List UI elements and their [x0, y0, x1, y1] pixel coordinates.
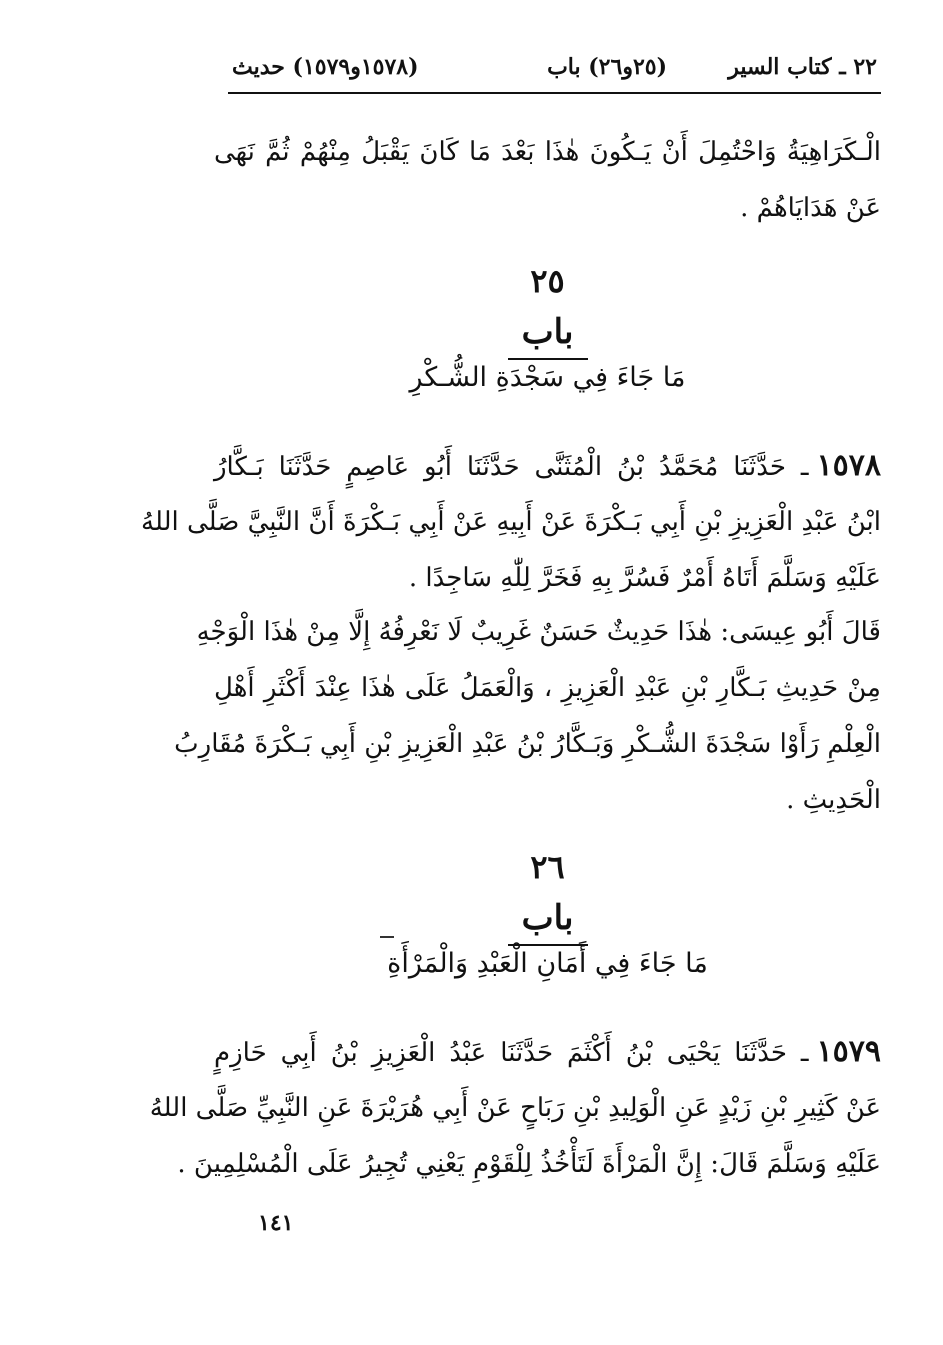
header-hadith-range: (١٥٧٨و١٥٧٩) حديث — [232, 54, 419, 80]
hadith-number: ١٥٧٨ — [816, 448, 881, 483]
hadith-text-line: عَنْ كَثِيرِ بْنِ زَيْدٍ عَنِ الْوَلِيدِ بْنِ رَبَاحٍ عَنْ أَبِي هُرَيْرَةَ عَنِ النَّبِيِّ صَلَّى اللهُ — [149, 1093, 881, 1123]
continued-text — [214, 124, 881, 236]
commentary-line: الْحَدِيثِ . — [786, 785, 881, 815]
chapter-title: مَا جَاءَ فِي سَجْدَةِ الشُّـكْرِ — [409, 362, 686, 393]
text-line: الْـكَرَاهِيَةُ وَاحْتُمِلَ أَنْ يَـكُونَ هٰذَا بَعْدَ مَا كَانَ يَقْبَلُ مِنْهُمْ ثُمَّ نَهَى — [214, 137, 881, 167]
bab-heading: باب — [521, 312, 574, 352]
header-chapter-range: (٢٥و٢٦) باب — [547, 54, 667, 80]
hadith-number: ١٥٧٩ — [816, 1034, 881, 1069]
chapter-number: ٢٥ — [530, 262, 565, 300]
commentary-line: الْعِلْمِ رَأَوْا سَجْدَةَ الشُّـكْرِ وَبَـكَّارُ بْنُ عَبْدِ الْعَزِيزِ بْنِ أَبِي بَـكْرَةَ مُقَارِبُ — [174, 729, 881, 759]
page-number: ١٤١ — [258, 1210, 294, 1236]
hadith-1579 — [149, 1024, 881, 1192]
hadith-text-line: ـ حَدَّثَنَا مُحَمَّدُ بْنُ الْمُثَنَّى حَدَّثَنَا أَبُو عَاصِمٍ حَدَّثَنَا بَـكَّارُ — [214, 452, 809, 482]
header-book-title: ٢٢ ـ كتاب السير — [728, 54, 877, 80]
hadith-text-line: ـ حَدَّثَنَا يَحْيَى بْنُ أَكْثَمَ حَدَّثَنَا عَبْدُ الْعَزِيزِ بْنُ أَبِي حَازِمٍ — [214, 1038, 809, 1068]
commentary-line: مِنْ حَدِيثِ بَـكَّارِ بْنِ عَبْدِ الْعَزِيزِ ، وَالْعَمَلُ عَلَى هٰذَا عِنْدَ أَكْثَرِ أَهْلِ — [214, 673, 881, 703]
running-header — [228, 50, 881, 94]
commentary-1578 — [174, 604, 881, 828]
bab-underline — [508, 358, 588, 360]
chapter-number: ٢٦ — [530, 848, 565, 886]
hadith-text-line: ابْنُ عَبْدِ الْعَزِيزِ بْنِ أَبِي بَـكْرَةَ عَنْ أَبِيهِ عَنْ أَبِي بَـكْرَةَ أَنَّ النَّبِيَّ صَلَّى اللهُ — [141, 507, 881, 537]
bab-underline — [508, 944, 588, 946]
hadith-text-line: عَلَيْهِ وَسَلَّمَ أَتَاهُ أَمْرٌ فَسُرَّ بِهِ فَخَرَّ لِلّٰهِ سَاجِدًا . — [408, 563, 881, 593]
bab-heading: باب — [521, 898, 574, 938]
chapter-title: مَا جَاءَ فِي أَمَانِ الْعَبْدِ وَالْمَرْأَةِ — [387, 948, 708, 979]
hadith-text-line: عَلَيْهِ وَسَلَّمَ قَالَ: إِنَّ الْمَرْأَةَ لَتَأْخُذُ لِلْقَوْمِ يَعْنِي تُجِيرُ عَلَى الْمُسْلِمِينَ . — [177, 1149, 881, 1179]
hadith-1578 — [141, 438, 881, 606]
commentary-line: قَالَ أَبُو عِيسَى: هٰذَا حَدِيثٌ حَسَنٌ غَرِيبٌ لَا نَعْرِفُهُ إِلَّا مِنْ هٰذَا الْوَجْهِ — [196, 617, 881, 647]
dash-mark — [380, 936, 394, 938]
text-line: عَنْ هَدَايَاهُمْ . — [740, 193, 881, 223]
